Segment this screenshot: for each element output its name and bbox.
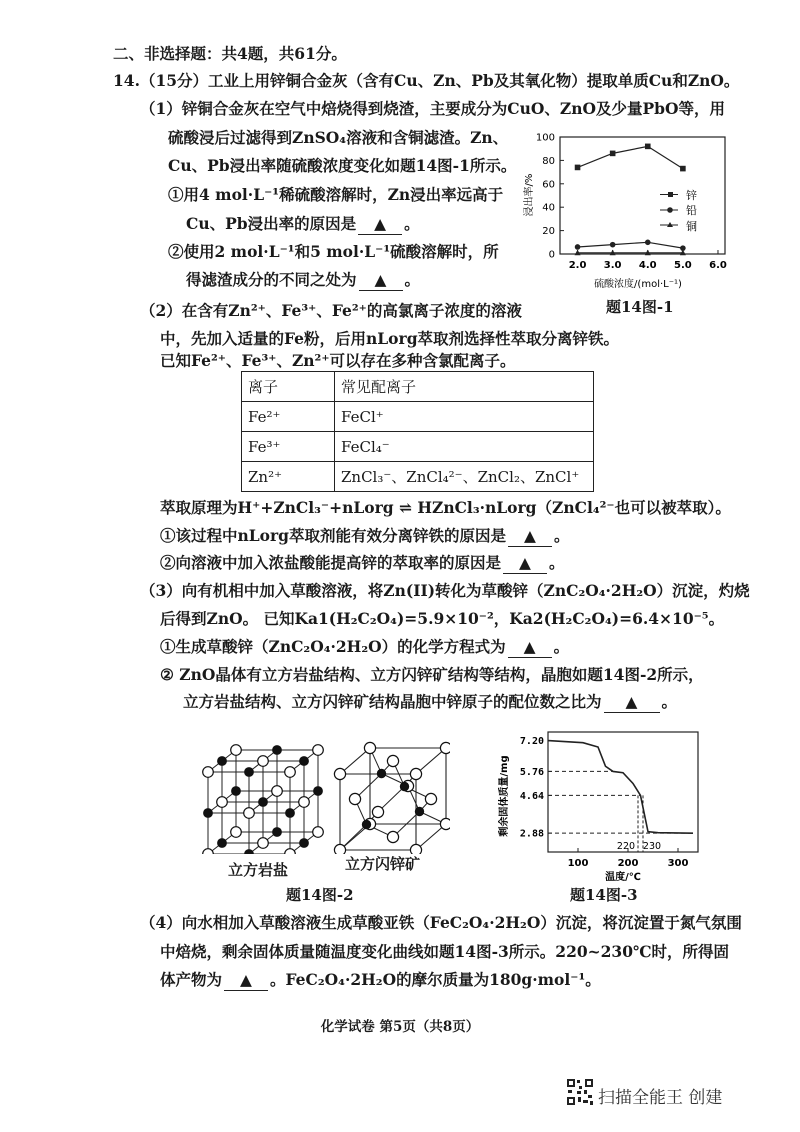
y-axis-label: 浸出率/% bbox=[524, 173, 535, 217]
y-tick-label: 5.76 bbox=[519, 766, 544, 778]
series-line-1 bbox=[578, 242, 683, 248]
table-header-row bbox=[242, 372, 594, 402]
o-atom bbox=[285, 767, 296, 778]
zn-atom bbox=[362, 820, 370, 828]
o-atom bbox=[364, 742, 375, 753]
q14-part4-line3: 体产物为 ▲ 。FeC₂O₄·2H₂O的摩尔质量为180g·mol⁻¹。 bbox=[160, 970, 601, 989]
x-tick-label: 5.0 bbox=[674, 260, 692, 271]
q14-part2-sub1: ①该过程中nLorg萃取剂能有效分离锌铁的原因是 ▲ 。 bbox=[160, 526, 570, 545]
table-cell: Fe²⁺ bbox=[242, 402, 335, 432]
q14-part1-sub1-line2: Cu、Pb浸出率的原因是 ▲ 。 bbox=[186, 214, 420, 233]
qr-code-icon bbox=[566, 1078, 594, 1106]
o-atom bbox=[440, 742, 450, 753]
q14-part4-line2: 中焙烧，剩余固体质量随温度变化曲线如题14图-3所示。220~230℃时，所得固 bbox=[160, 942, 730, 961]
x-axis-label: 硫酸浓度/(mol·L⁻¹) bbox=[594, 279, 682, 290]
o-atom bbox=[334, 844, 345, 854]
y-tick-label: 0 bbox=[548, 249, 555, 261]
o-atom bbox=[285, 849, 296, 854]
data-point-zinc bbox=[610, 151, 616, 157]
x-tick-label: 4.0 bbox=[638, 260, 657, 271]
table-cell: ZnCl₃⁻、ZnCl₄²⁻、ZnCl₂、ZnCl⁺ bbox=[335, 462, 594, 492]
answer-blank: ▲ bbox=[224, 970, 268, 991]
series-line-0 bbox=[578, 146, 683, 168]
y-tick-label: 100 bbox=[535, 132, 555, 144]
o-atom bbox=[440, 818, 450, 829]
zn-atom bbox=[415, 807, 423, 815]
figure-14-3-caption: 题14图-3 bbox=[570, 886, 638, 904]
data-point-zinc bbox=[680, 166, 686, 172]
x-axis-label: 温度/℃ bbox=[605, 872, 641, 883]
legend-copper: 铜 bbox=[686, 220, 697, 233]
q14-part3-line2: 后得到ZnO。 已知Ka1(H₂C₂O₄)=5.9×10⁻²，Ka2(H₂C₂O₄)=6.4×10⁻⁵。 bbox=[160, 609, 725, 628]
o-atom bbox=[244, 808, 255, 819]
o-atom bbox=[313, 745, 324, 756]
data-point-lead bbox=[575, 244, 581, 250]
zn-atom bbox=[245, 768, 254, 777]
q14-part1-sub2-line1: ②使用2 mol·L⁻¹和5 mol·L⁻¹硫酸溶解时，所 bbox=[168, 242, 499, 261]
zn-atom bbox=[377, 769, 385, 777]
rock-salt-label: 立方岩盐 bbox=[228, 861, 289, 879]
q14-part3-sub2-line2: 立方岩盐结构、立方闪锌矿结构晶胞中锌原子的配位数之比为 ▲ 。 bbox=[183, 692, 678, 711]
y-tick-label: 2.88 bbox=[519, 828, 544, 840]
data-point-lead bbox=[645, 240, 651, 246]
zn-atom bbox=[245, 850, 254, 854]
temperature-marker-label: 220 bbox=[616, 841, 636, 852]
scanner-watermark: 扫描全能王 创建 bbox=[598, 1088, 723, 1108]
table-row bbox=[242, 402, 594, 432]
q14-part1-line1: （1）锌铜合金灰在空气中焙烧得到烧渣，主要成分为CuO、ZnO及少量PbO等，用 bbox=[140, 99, 725, 118]
mass-loss-curve bbox=[548, 741, 693, 834]
o-atom bbox=[231, 745, 242, 756]
q14-part2-line3: 已知Fe²⁺、Fe³⁺、Zn²⁺可以存在多种含氯配离子。 bbox=[160, 351, 516, 370]
legend-lead: 铅 bbox=[686, 204, 697, 217]
answer-blank: ▲ bbox=[358, 214, 402, 235]
zn-atom bbox=[259, 798, 268, 807]
y-axis-label: 剩余固体质量/mg bbox=[499, 755, 510, 837]
y-tick-label: 60 bbox=[542, 179, 555, 191]
figure-14-1-caption: 题14图-1 bbox=[606, 298, 674, 316]
figure-14-3-chart bbox=[498, 726, 708, 884]
o-atom bbox=[299, 797, 310, 808]
q14-part1-sub2-line2: 得滤渣成分的不同之处为 ▲ 。 bbox=[186, 270, 421, 289]
data-point-lead bbox=[610, 242, 616, 248]
figure-14-1-chart bbox=[520, 125, 740, 295]
o-atom bbox=[334, 768, 345, 779]
q14-part1-line2: 硫酸浸后过滤得到ZnSO₄溶液和含铜滤渣。Zn、 bbox=[168, 128, 509, 147]
q14-part3-line1: （3）向有机相中加入草酸溶液，将Zn(II)转化为草酸锌（ZnC₂O₄·2H₂O）沉淀，灼烧 bbox=[140, 581, 750, 600]
table-header: 常见配离子 bbox=[335, 372, 594, 402]
table-cell: FeCl⁺ bbox=[335, 402, 594, 432]
q14-part2-sub2: ②向溶液中加入浓盐酸能提高锌的萃取率的原因是 ▲ 。 bbox=[160, 553, 565, 572]
y-tick-label: 4.64 bbox=[519, 790, 544, 802]
y-tick-label: 40 bbox=[542, 202, 555, 214]
zn-atom bbox=[218, 839, 227, 848]
x-tick-label: 6.0 bbox=[709, 260, 727, 271]
o-atom bbox=[231, 827, 242, 838]
table-header: 离子 bbox=[242, 372, 335, 402]
table-row bbox=[242, 432, 594, 462]
o-atom bbox=[203, 849, 214, 854]
o-atom bbox=[217, 797, 228, 808]
figure-14-2-zinc-blende bbox=[330, 740, 450, 854]
section-title: 二、非选择题：共4题，共61分。 bbox=[113, 44, 347, 63]
x-tick-label: 100 bbox=[567, 858, 589, 869]
figure-14-2-rock-salt bbox=[196, 742, 326, 854]
o-atom bbox=[258, 756, 269, 767]
legend-zinc: 锌 bbox=[686, 189, 697, 202]
zn-atom bbox=[314, 787, 323, 796]
o-atom bbox=[387, 831, 398, 842]
figure-14-2-caption: 题14图-2 bbox=[286, 886, 354, 904]
o-atom bbox=[258, 838, 269, 849]
page-footer: 化学试卷 第5页（共8页） bbox=[320, 1019, 480, 1035]
x-tick-label: 300 bbox=[667, 858, 689, 869]
data-point-zinc bbox=[645, 144, 651, 150]
o-atom bbox=[410, 768, 421, 779]
x-tick-label: 3.0 bbox=[603, 260, 622, 271]
q14-part3-sub1: ①生成草酸锌（ZnC₂O₄·2H₂O）的化学方程式为 ▲ 。 bbox=[160, 637, 570, 656]
y-tick-label: 20 bbox=[542, 226, 555, 238]
zn-atom bbox=[218, 757, 227, 766]
table-cell: FeCl₄⁻ bbox=[335, 432, 594, 462]
o-atom bbox=[387, 755, 398, 766]
temperature-marker-label: 230 bbox=[642, 841, 662, 852]
answer-blank: ▲ bbox=[503, 553, 547, 574]
q14-part3-sub2-line1: ② ZnO晶体有立方岩盐结构、立方闪锌矿结构等结构，晶胞如题14图-2所示， bbox=[160, 665, 704, 684]
extraction-principle: 萃取原理为H⁺+ZnCl₃⁻+nLorg ⇌ HZnCl₃·nLorg（ZnCl₄²⁻也可以被萃取）。 bbox=[160, 498, 731, 517]
o-atom bbox=[349, 793, 360, 804]
q14-part2-line2: 中，先加入适量的Fe粉，后用nLorg萃取剂选择性萃取分离锌铁。 bbox=[160, 329, 620, 348]
answer-blank: ▲ bbox=[604, 692, 660, 713]
table-cell: Zn²⁺ bbox=[242, 462, 335, 492]
zn-atom bbox=[273, 746, 282, 755]
zn-atom bbox=[273, 828, 282, 837]
zn-atom bbox=[232, 787, 241, 796]
complex-ion-table bbox=[241, 371, 594, 492]
answer-blank: ▲ bbox=[359, 270, 403, 291]
data-point-zinc bbox=[575, 165, 581, 171]
q14-part1-line3: Cu、Pb浸出率随硫酸浓度变化如题14图-1所示。 bbox=[168, 156, 517, 175]
zn-atom bbox=[204, 809, 213, 818]
question-14-intro: 14.（15分）工业上用锌铜合金灰（含有Cu、Zn、Pb及其氧化物）提取单质Cu和ZnO。 bbox=[113, 71, 740, 90]
y-tick-label: 80 bbox=[542, 155, 555, 167]
q14-part2-line1: （2）在含有Zn²⁺、Fe³⁺、Fe²⁺的高氯离子浓度的溶液 bbox=[140, 301, 522, 320]
x-tick-label: 2.0 bbox=[568, 260, 587, 271]
legend bbox=[660, 188, 697, 233]
o-atom bbox=[272, 786, 283, 797]
plot-frame bbox=[560, 137, 725, 254]
answer-blank: ▲ bbox=[508, 526, 552, 547]
q14-part4-line1: （4）向水相加入草酸溶液生成草酸亚铁（FeC₂O₄·2H₂O）沉淀，将沉淀置于氮气氛围 bbox=[140, 913, 742, 932]
answer-blank: ▲ bbox=[508, 637, 552, 658]
zn-atom bbox=[286, 809, 295, 818]
o-atom bbox=[372, 806, 383, 817]
x-tick-label: 200 bbox=[617, 858, 639, 869]
table-row bbox=[242, 462, 594, 492]
zn-atom bbox=[300, 839, 309, 848]
o-atom bbox=[203, 767, 214, 778]
zn-atom bbox=[300, 757, 309, 766]
y-tick-label: 7.20 bbox=[519, 736, 544, 748]
o-atom bbox=[313, 827, 324, 838]
table-cell: Fe³⁺ bbox=[242, 432, 335, 462]
zn-atom bbox=[400, 782, 408, 790]
zinc-blende-label: 立方闪锌矿 bbox=[345, 855, 421, 873]
q14-part1-sub1-line1: ①用4 mol·L⁻¹稀硫酸溶解时，Zn浸出率远高于 bbox=[168, 185, 504, 204]
o-atom bbox=[425, 793, 436, 804]
